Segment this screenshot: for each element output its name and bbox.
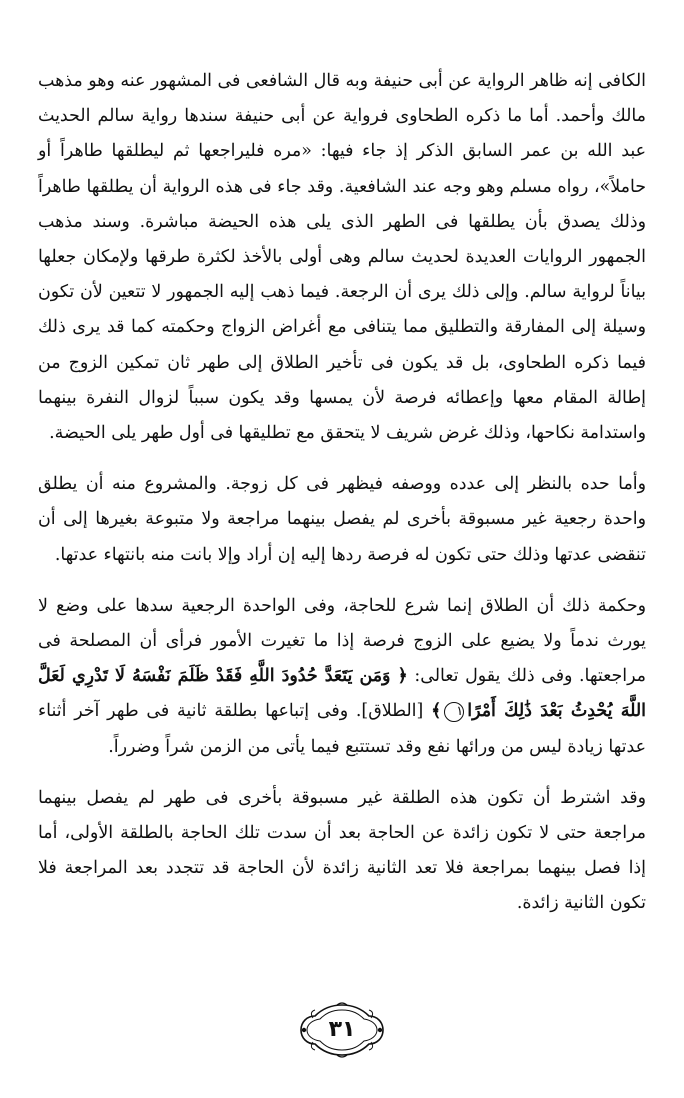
paragraph-text: وقد اشترط أن تكون هذه الطلقة غير مسبوقة بأخرى فى طهر لم يفصل بينهما مراجعة حتى لا تكون زائدة عن الحاجة بعد أن سدت تلك الحاجة بالطلقة الأولى، أما إذا فصل بينهما بمراجعة فلا تعد الثانية زائدة لأن الحاجة قد تتجدد بعد المراجعة فلا تكون الثانية زائدة.	[38, 787, 646, 914]
page-number: ٣١	[328, 1017, 356, 1042]
verse-number-mark: ١	[444, 702, 464, 722]
paragraph-p1	[38, 64, 646, 451]
paragraph-p3	[38, 589, 646, 765]
quran-verse-text: ﴿ وَمَن يَتَعَدَّ حُدُودَ اللَّهِ فَقَدْ ظَلَمَ نَفْسَهُ لَا تَدْرِي لَعَلَّ اللَّهَ يُحْدِثُ بَعْدَ ذَٰلِكَ أَمْرًا	[38, 666, 646, 722]
paragraph-spacer	[38, 451, 646, 467]
paragraph-spacer	[38, 765, 646, 781]
paragraph-text: وحكمة ذلك أن الطلاق إنما شرع للحاجة، وفى الواحدة الرجعية سدها على وضع لا يورث ندماً ولا يضيع على الزوج فرصة إذا ما تغيرت الأمور فرأى أن المصلحة فى مراجعتها. وفى ذلك يقول تعالى:	[38, 595, 646, 687]
paragraph-text: الكافى إنه ظاهر الرواية عن أبى حنيفة وبه قال الشافعى فى المشهور عنه وهو مذهب مالك وأحمد. أما ما ذكره الطحاوى فرواية عن أبى حنيفة سندها رواية سالم الحديث عبد الله بن عمر السابق الذكر إذ جاء فيها: «مره فليراجعها ثم ليطلقها طاهراً أو حاملاً»، رواه مسلم وهو وجه عند الشافعية. وقد جاء فى هذه الرواية أن يطلقها طاهراً وذلك يصدق بأن يطلقها فى الطهر الذى يلى هذه الحيضة مباشرة. وسند مذهب الجمهور الروايات العديدة لحديث سالم وهى أولى بالأخذ لكثرة طرقها ولإمكان جعلها بياناً لرواية سالم. وإلى ذلك يرى أن الرجعة. فيما ذهب إليه الجمهور لا تتعين لأن تكون وسيلة إلى المفارقة والتطليق مما يتنافى مع أغراض الزواج وحكمته كما قد يرى ذلك فيما ذكره الطحاوى، بل قد يكون فى تأخير الطلاق إلى طهر ثان تمكين الزوج من إطالة المقام معها وإعطائه فرصة لأن يمسها وقد يكون سبباً لزوال النفرة بينهما واستدامة نكاحها، وذلك غرض شريف لا يتحقق مع تطليقها فى أول طهر يلى الحيضة.	[38, 71, 646, 444]
quran-verse-text: ﴾	[431, 701, 442, 722]
paragraph-spacer	[38, 573, 646, 589]
paragraph-text: [الطلاق]. وفى إتباعها بطلقة ثانية فى طهر آخر أثناء عدتها زيادة ليس من ورائها نفع وقد تستتبع فيما يأتى من الزمن شراً وضرراً.	[38, 701, 646, 757]
paragraph-text: وأما حده بالنظر إلى عدده ووصفه فيظهر فى كل زوجة. والمشروع منه أن يطلق واحدة رجعية غير مسبوقة بأخرى لم يفصل بينهما مراجعة ولا متبوعة بغيرها إلى أن تنقضى عدتها وذلك حتى تكون له فرصة ردها إليه إن أراد وإلا بانت منه بانتهاء عدتها.	[38, 474, 646, 565]
paragraph-p2	[38, 467, 646, 573]
page-body	[38, 64, 646, 922]
paragraph-p4	[38, 781, 646, 922]
